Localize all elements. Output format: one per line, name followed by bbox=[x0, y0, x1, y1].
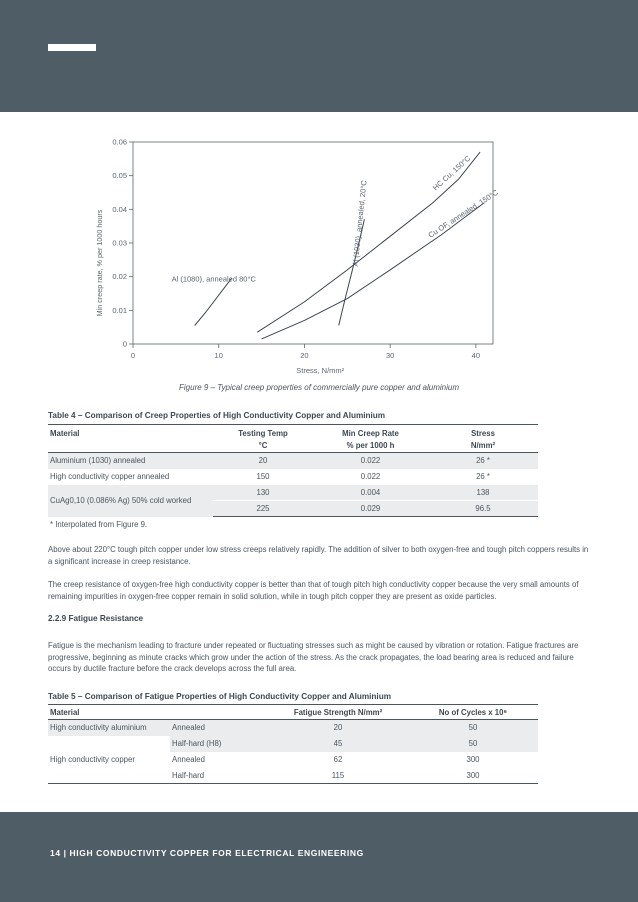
cell-temp: 225 bbox=[213, 501, 313, 517]
y-tick-label: 0.03 bbox=[112, 238, 127, 248]
y-tick-label: 0.04 bbox=[112, 204, 127, 214]
x-tick-label: 0 bbox=[130, 351, 136, 360]
y-tick-label: 0.06 bbox=[112, 137, 127, 147]
chart-labels bbox=[95, 153, 500, 375]
cell-creep-rate: 0.022 bbox=[313, 453, 428, 469]
cell-temp: 130 bbox=[213, 485, 313, 501]
unit-material bbox=[48, 439, 213, 453]
creep-chart bbox=[88, 132, 508, 382]
header-accent-bar bbox=[48, 44, 96, 51]
y-tick-label: 0 bbox=[122, 339, 127, 349]
cell-condition: Annealed bbox=[170, 720, 268, 736]
cell-condition: Half-hard (H8) bbox=[170, 736, 268, 752]
y-axis-label: Min creep rate, % per 1000 hours bbox=[95, 209, 104, 317]
table-footnote: * Interpolated from Figure 9. bbox=[50, 520, 148, 529]
col-header-material: Material bbox=[48, 705, 170, 720]
creep-table bbox=[48, 424, 538, 517]
chart-ticks bbox=[112, 138, 480, 361]
table4-title: Table 4 – Comparison of Creep Properties of High Conductivity Copper and Aluminium bbox=[48, 411, 386, 420]
cell-material-empty bbox=[48, 768, 170, 784]
unit-creep-rate: % per 1000 h bbox=[313, 439, 428, 453]
table-row bbox=[48, 752, 538, 768]
cell-fatigue-strength: 62 bbox=[333, 755, 343, 764]
cell-material-empty bbox=[48, 736, 170, 752]
table-row bbox=[48, 453, 538, 469]
series-line-1 bbox=[195, 278, 232, 325]
x-tick-label: 40 bbox=[471, 351, 481, 360]
cell-material: Aluminium (1030) annealed bbox=[48, 453, 213, 469]
cell-stress: 26 * bbox=[476, 472, 490, 481]
y-tick-label: 0.05 bbox=[112, 171, 127, 181]
y-tick-label: 0.01 bbox=[112, 305, 127, 315]
header-band bbox=[0, 0, 638, 112]
cell-cycles: 300 bbox=[408, 768, 538, 784]
col-header-temp: Testing Temp bbox=[238, 428, 288, 438]
col-header-stress: Stress bbox=[471, 428, 495, 438]
figure-caption: Figure 9 – Typical creep properties of commercially pure copper and aluminium bbox=[179, 383, 459, 392]
chart-axes bbox=[133, 142, 493, 344]
table-row bbox=[48, 736, 538, 752]
table-row bbox=[48, 469, 538, 485]
cell-cycles: 50 bbox=[408, 720, 538, 736]
cell-material: High conductivity copper bbox=[50, 755, 135, 764]
x-tick-label: 20 bbox=[300, 351, 309, 360]
paragraph-creep-silver: Above about 220°C tough pitch copper under low stress creeps relatively rapidly. The addition of silver to both oxygen-free and tough pitch coppers results in a significant increase in creep resistance. bbox=[48, 545, 589, 566]
section-heading-fatigue: 2.2.9 Fatigue Resistance bbox=[48, 614, 144, 623]
cell-stress: 26 * bbox=[428, 453, 538, 469]
cell-fatigue-strength: 20 bbox=[268, 720, 408, 736]
cell-creep-rate: 0.004 bbox=[313, 485, 428, 501]
table-row bbox=[48, 720, 538, 736]
series-label-al-1080: Al (1080), annealed 80°C bbox=[171, 274, 256, 284]
cell-fatigue-strength: 115 bbox=[268, 768, 408, 784]
cell-temp: 150 bbox=[256, 472, 270, 481]
cell-condition: Annealed bbox=[172, 755, 205, 764]
col-header-material: Material bbox=[50, 428, 80, 438]
col-header-creep-rate: Min Creep Rate bbox=[342, 428, 399, 438]
plot-frame bbox=[133, 142, 493, 344]
table-row bbox=[48, 485, 538, 501]
cell-creep-rate: 0.022 bbox=[360, 472, 381, 481]
cell-stress: 96.5 bbox=[428, 501, 538, 517]
cell-material: High conductivity aluminium bbox=[48, 720, 170, 736]
cell-temp: 20 bbox=[213, 453, 313, 469]
series-label-hc-cu: HC Cu, 150°C bbox=[430, 153, 473, 193]
cell-material: High conductivity copper annealed bbox=[50, 472, 170, 481]
cell-condition: Half-hard bbox=[170, 768, 268, 784]
paragraph-creep-oxygen: The creep resistance of oxygen-free high conductivity copper is better than that of tough pitch high conductivity copper because the very small amounts of remaining impurities in oxygen-free copper remain in solid solution, while in tough pitch copper they are present as oxide particles. bbox=[48, 580, 579, 601]
col-header-fatigue-strength: Fatigue Strength N/mm² bbox=[268, 705, 408, 720]
table-row bbox=[48, 768, 538, 784]
x-tick-label: 10 bbox=[214, 351, 223, 360]
col-header-condition bbox=[170, 705, 268, 720]
x-tick-label: 30 bbox=[385, 351, 395, 360]
unit-temp: °C bbox=[213, 439, 313, 453]
table5-title: Table 5 – Comparison of Fatigue Properties of High Conductivity Copper and Aluminium bbox=[48, 692, 391, 701]
paragraph-fatigue: Fatigue is the mechanism leading to fracture under repeated or fluctuating stresses such as might be caused by vibration or rotation. Fatigue fractures are progressive, beginning as minute cracks which grow under the action of the stress. As the crack propagates, the load bearing area is reduced and failure occurs by ductile fracture before the crack develops across the full area. bbox=[48, 641, 579, 673]
footer-page-label: 14 | HIGH CONDUCTIVITY COPPER FOR ELECTRICAL ENGINEERING bbox=[50, 848, 364, 858]
x-axis-label: Stress, N/mm² bbox=[296, 366, 345, 375]
y-tick-label: 0.02 bbox=[112, 272, 127, 282]
series-label-cu-of: Cu OF, annealed, 150°C bbox=[426, 187, 500, 240]
col-header-cycles: No of Cycles x 10⁶ bbox=[408, 705, 538, 720]
cell-stress: 138 bbox=[428, 485, 538, 501]
fatigue-table bbox=[48, 704, 538, 784]
cell-cycles: 50 bbox=[408, 736, 538, 752]
unit-stress: N/mm² bbox=[428, 439, 538, 453]
cell-fatigue-strength: 45 bbox=[268, 736, 408, 752]
cell-cycles: 300 bbox=[466, 755, 480, 764]
series-label-al-1030: Al (1030), annealed, 20°C bbox=[350, 179, 369, 267]
cell-material: CuAg0,10 (0.086% Ag) 50% cold worked bbox=[48, 485, 213, 517]
cell-creep-rate: 0.029 bbox=[313, 501, 428, 517]
